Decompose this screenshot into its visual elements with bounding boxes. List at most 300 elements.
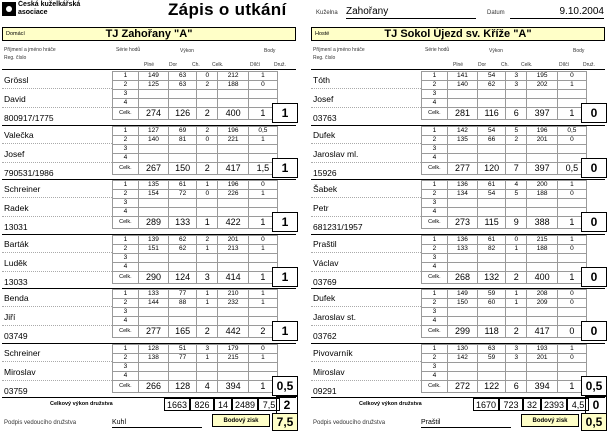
player-total-cell[interactable]: 2 (506, 326, 527, 338)
series-cell[interactable]: 144 (138, 299, 168, 308)
series-cell[interactable]: 215 (527, 235, 557, 244)
player-total-cell[interactable]: 128 (169, 380, 197, 392)
player-total-cell[interactable]: 394 (218, 380, 248, 392)
series-cell[interactable]: 149 (138, 72, 168, 81)
home-total-1[interactable]: 826 (190, 398, 214, 411)
series-cell[interactable]: 193 (527, 344, 557, 353)
series-cell[interactable] (169, 99, 197, 108)
series-cell[interactable]: 149 (447, 290, 477, 299)
series-cell[interactable] (527, 253, 557, 262)
player-total-cell[interactable]: 266 (138, 380, 168, 392)
series-cell[interactable]: 72 (169, 190, 197, 199)
series-cell[interactable]: 202 (527, 81, 557, 90)
player-total-cell[interactable]: 267 (138, 162, 168, 174)
series-cell[interactable] (218, 144, 248, 153)
date-field[interactable]: 9.10.2004 (510, 6, 604, 19)
series-cell[interactable]: 54 (478, 190, 506, 199)
guest-total-3[interactable]: 2393 (541, 398, 567, 411)
series-cell[interactable]: 61 (478, 235, 506, 244)
series-cell[interactable]: 54 (478, 72, 506, 81)
series-cell[interactable] (527, 262, 557, 271)
player-total-cell[interactable]: 422 (218, 217, 248, 229)
series-cell[interactable] (478, 208, 506, 217)
series-cell[interactable]: 54 (478, 126, 506, 135)
series-cell[interactable]: 1 (248, 135, 277, 144)
series-cell[interactable]: 62 (169, 244, 197, 253)
series-cell[interactable] (138, 199, 168, 208)
series-cell[interactable]: 5 (506, 126, 527, 135)
series-cell[interactable]: 63 (169, 81, 197, 90)
series-cell[interactable] (478, 262, 506, 271)
home-leader-signature-field[interactable] (112, 415, 202, 428)
player-total-cell[interactable]: 2 (197, 162, 218, 174)
series-cell[interactable]: 125 (138, 81, 168, 90)
series-cell[interactable] (197, 99, 218, 108)
series-cell[interactable]: 151 (138, 244, 168, 253)
series-cell[interactable]: 188 (527, 190, 557, 199)
player-total-cell[interactable]: 126 (169, 108, 197, 120)
player-total-cell[interactable]: 9 (506, 217, 527, 229)
guest-player-0-points-box[interactable]: 0 (581, 103, 607, 123)
series-cell[interactable]: 196 (218, 181, 248, 190)
series-cell[interactable] (506, 371, 527, 380)
series-cell[interactable]: 0 (557, 353, 586, 362)
guest-total-4[interactable]: 4,5 (567, 398, 589, 411)
player-total-cell[interactable]: 2 (506, 271, 527, 283)
series-cell[interactable] (478, 90, 506, 99)
series-cell[interactable]: 1 (557, 235, 586, 244)
series-cell[interactable] (169, 308, 197, 317)
series-cell[interactable] (506, 99, 527, 108)
series-cell[interactable] (447, 362, 477, 371)
series-cell[interactable]: 1 (248, 72, 277, 81)
series-cell[interactable]: 140 (447, 81, 477, 90)
series-cell[interactable]: 1 (248, 290, 277, 299)
series-cell[interactable] (478, 153, 506, 162)
series-cell[interactable] (169, 362, 197, 371)
series-cell[interactable]: 1 (248, 190, 277, 199)
player-total-cell[interactable]: 400 (527, 271, 557, 283)
series-cell[interactable]: 2 (197, 126, 218, 135)
player-total-cell[interactable]: 133 (169, 217, 197, 229)
player-total-cell[interactable]: 6 (506, 108, 527, 120)
player-total-cell[interactable]: 2 (197, 326, 218, 338)
series-cell[interactable]: 138 (138, 353, 168, 362)
series-cell[interactable] (218, 371, 248, 380)
player-total-cell[interactable]: 1 (557, 271, 586, 283)
series-cell[interactable] (527, 144, 557, 153)
player-total-cell[interactable]: 115 (478, 217, 506, 229)
series-cell[interactable] (138, 99, 168, 108)
series-cell[interactable]: 51 (169, 344, 197, 353)
series-cell[interactable] (138, 317, 168, 326)
series-cell[interactable]: 212 (218, 72, 248, 81)
series-cell[interactable]: 81 (169, 135, 197, 144)
guest-total-2[interactable]: 32 (523, 398, 541, 411)
series-cell[interactable]: 5 (506, 190, 527, 199)
series-cell[interactable] (447, 208, 477, 217)
guest-score-box[interactable]: 0,5 (581, 413, 607, 431)
series-cell[interactable] (218, 308, 248, 317)
series-cell[interactable] (478, 362, 506, 371)
home-total-4[interactable]: 7,5 (258, 398, 280, 411)
series-cell[interactable]: 133 (138, 290, 168, 299)
series-cell[interactable]: 0 (197, 190, 218, 199)
series-cell[interactable] (557, 362, 586, 371)
series-cell[interactable] (248, 199, 277, 208)
series-cell[interactable]: 62 (478, 81, 506, 90)
player-total-cell[interactable]: 1 (557, 108, 586, 120)
series-cell[interactable]: 134 (447, 190, 477, 199)
series-cell[interactable]: 60 (478, 299, 506, 308)
series-cell[interactable]: 3 (506, 81, 527, 90)
series-cell[interactable]: 226 (218, 190, 248, 199)
series-cell[interactable] (506, 317, 527, 326)
series-cell[interactable] (197, 90, 218, 99)
series-cell[interactable] (478, 144, 506, 153)
guest-leader-signature-field[interactable] (421, 415, 511, 428)
series-cell[interactable] (138, 90, 168, 99)
home-player-1-points-box[interactable]: 1 (272, 158, 298, 178)
series-cell[interactable]: 1 (248, 353, 277, 362)
series-cell[interactable]: 136 (447, 181, 477, 190)
player-total-cell[interactable]: 397 (527, 162, 557, 174)
guest-player-1-points-box[interactable]: 0 (581, 158, 607, 178)
series-cell[interactable] (447, 144, 477, 153)
guest-team-points-box[interactable]: 0 (585, 396, 607, 414)
series-cell[interactable]: 201 (527, 135, 557, 144)
series-cell[interactable]: 1 (197, 353, 218, 362)
player-total-cell[interactable]: 290 (138, 271, 168, 283)
series-cell[interactable]: 1 (506, 290, 527, 299)
series-cell[interactable]: 3 (506, 353, 527, 362)
series-cell[interactable] (138, 371, 168, 380)
home-player-5-points-box[interactable]: 0,5 (272, 376, 298, 396)
series-cell[interactable]: 201 (527, 353, 557, 362)
series-cell[interactable] (248, 362, 277, 371)
series-cell[interactable]: 127 (138, 126, 168, 135)
series-cell[interactable] (197, 199, 218, 208)
guest-player-5-points-box[interactable]: 0,5 (581, 376, 607, 396)
series-cell[interactable] (506, 90, 527, 99)
series-cell[interactable] (197, 153, 218, 162)
player-total-cell[interactable]: 1 (248, 108, 277, 120)
series-cell[interactable]: 63 (478, 344, 506, 353)
series-cell[interactable]: 1 (506, 299, 527, 308)
player-total-cell[interactable]: 1 (248, 271, 277, 283)
series-cell[interactable] (218, 153, 248, 162)
player-total-cell[interactable]: 1 (197, 217, 218, 229)
series-cell[interactable]: 0 (248, 235, 277, 244)
series-cell[interactable]: 200 (527, 181, 557, 190)
player-total-cell[interactable]: 1,5 (248, 162, 277, 174)
guest-player-2-points-box[interactable]: 0 (581, 212, 607, 232)
player-total-cell[interactable]: 1 (557, 380, 586, 392)
player-total-cell[interactable]: 268 (447, 271, 477, 283)
series-cell[interactable]: 2 (197, 235, 218, 244)
series-cell[interactable] (197, 308, 218, 317)
series-cell[interactable]: 196 (218, 126, 248, 135)
series-cell[interactable]: 1 (557, 344, 586, 353)
player-total-cell[interactable]: 272 (447, 380, 477, 392)
series-cell[interactable]: 3 (506, 344, 527, 353)
series-cell[interactable]: 1 (248, 244, 277, 253)
series-cell[interactable]: 66 (478, 135, 506, 144)
series-cell[interactable] (478, 199, 506, 208)
series-cell[interactable] (169, 371, 197, 380)
player-total-cell[interactable]: 2 (248, 326, 277, 338)
series-cell[interactable] (506, 144, 527, 153)
series-cell[interactable] (527, 317, 557, 326)
series-cell[interactable] (138, 144, 168, 153)
series-cell[interactable]: 59 (478, 290, 506, 299)
series-cell[interactable]: 0 (197, 72, 218, 81)
series-cell[interactable]: 77 (169, 353, 197, 362)
series-cell[interactable] (218, 262, 248, 271)
series-cell[interactable]: 1 (197, 181, 218, 190)
series-cell[interactable]: 3 (197, 344, 218, 353)
guest-total-1[interactable]: 723 (499, 398, 523, 411)
series-cell[interactable]: 0 (506, 235, 527, 244)
series-cell[interactable] (197, 208, 218, 217)
player-total-cell[interactable]: 4 (197, 380, 218, 392)
series-cell[interactable] (218, 317, 248, 326)
series-cell[interactable] (527, 199, 557, 208)
series-cell[interactable]: 0 (557, 72, 586, 81)
series-cell[interactable]: 0,5 (557, 126, 586, 135)
series-cell[interactable]: 136 (447, 235, 477, 244)
series-cell[interactable] (527, 99, 557, 108)
series-cell[interactable] (197, 253, 218, 262)
series-cell[interactable] (218, 199, 248, 208)
series-cell[interactable] (557, 308, 586, 317)
series-cell[interactable]: 188 (527, 244, 557, 253)
series-cell[interactable] (218, 90, 248, 99)
series-cell[interactable] (197, 362, 218, 371)
home-player-0-points-box[interactable]: 1 (272, 103, 298, 123)
series-cell[interactable]: 179 (218, 344, 248, 353)
series-cell[interactable] (169, 262, 197, 271)
player-total-cell[interactable]: 417 (527, 326, 557, 338)
series-cell[interactable] (557, 199, 586, 208)
player-total-cell[interactable]: 122 (478, 380, 506, 392)
series-cell[interactable] (248, 90, 277, 99)
guest-player-4-points-box[interactable]: 0 (581, 321, 607, 341)
series-cell[interactable] (197, 317, 218, 326)
series-cell[interactable] (478, 99, 506, 108)
home-player-3-points-box[interactable]: 1 (272, 267, 298, 287)
series-cell[interactable] (447, 371, 477, 380)
player-total-cell[interactable]: 394 (527, 380, 557, 392)
series-cell[interactable] (478, 317, 506, 326)
player-total-cell[interactable]: 400 (218, 108, 248, 120)
series-cell[interactable] (527, 371, 557, 380)
player-total-cell[interactable]: 2 (197, 108, 218, 120)
player-total-cell[interactable]: 0 (557, 326, 586, 338)
series-cell[interactable]: 140 (138, 135, 168, 144)
player-total-cell[interactable]: 274 (138, 108, 168, 120)
series-cell[interactable]: 154 (138, 190, 168, 199)
series-cell[interactable] (169, 199, 197, 208)
series-cell[interactable] (447, 153, 477, 162)
series-cell[interactable] (527, 153, 557, 162)
player-total-cell[interactable]: 165 (169, 326, 197, 338)
series-cell[interactable]: 208 (527, 290, 557, 299)
series-cell[interactable] (138, 208, 168, 217)
series-cell[interactable] (138, 153, 168, 162)
series-cell[interactable] (527, 90, 557, 99)
series-cell[interactable] (218, 362, 248, 371)
player-total-cell[interactable]: 6 (506, 380, 527, 392)
series-cell[interactable]: 1 (197, 299, 218, 308)
player-total-cell[interactable]: 442 (218, 326, 248, 338)
series-cell[interactable] (169, 253, 197, 262)
series-cell[interactable]: 210 (218, 290, 248, 299)
home-player-2-points-box[interactable]: 1 (272, 212, 298, 232)
series-cell[interactable] (506, 308, 527, 317)
series-cell[interactable]: 232 (218, 299, 248, 308)
player-total-cell[interactable]: 120 (478, 162, 506, 174)
guest-player-3-points-box[interactable]: 0 (581, 267, 607, 287)
series-cell[interactable]: 141 (447, 72, 477, 81)
series-cell[interactable]: 0,5 (248, 126, 277, 135)
series-cell[interactable]: 62 (169, 235, 197, 244)
series-cell[interactable] (506, 208, 527, 217)
series-cell[interactable] (248, 144, 277, 153)
series-cell[interactable] (248, 253, 277, 262)
series-cell[interactable] (447, 199, 477, 208)
series-cell[interactable] (447, 90, 477, 99)
series-cell[interactable]: 195 (527, 72, 557, 81)
series-cell[interactable] (506, 153, 527, 162)
series-cell[interactable]: 61 (169, 181, 197, 190)
series-cell[interactable] (506, 199, 527, 208)
series-cell[interactable]: 82 (478, 244, 506, 253)
series-cell[interactable]: 188 (218, 81, 248, 90)
series-cell[interactable]: 0 (557, 135, 586, 144)
series-cell[interactable] (557, 253, 586, 262)
series-cell[interactable]: 2 (506, 135, 527, 144)
series-cell[interactable] (197, 144, 218, 153)
series-cell[interactable] (138, 262, 168, 271)
series-cell[interactable] (506, 253, 527, 262)
series-cell[interactable]: 221 (218, 135, 248, 144)
home-total-2[interactable]: 14 (214, 398, 232, 411)
series-cell[interactable]: 0 (557, 244, 586, 253)
series-cell[interactable] (169, 153, 197, 162)
series-cell[interactable]: 1 (197, 290, 218, 299)
series-cell[interactable]: 0 (557, 290, 586, 299)
player-total-cell[interactable]: 150 (169, 162, 197, 174)
series-cell[interactable]: 133 (447, 244, 477, 253)
series-cell[interactable]: 63 (169, 72, 197, 81)
series-cell[interactable] (478, 371, 506, 380)
series-cell[interactable]: 0 (197, 135, 218, 144)
player-total-cell[interactable]: 118 (478, 326, 506, 338)
series-cell[interactable] (218, 208, 248, 217)
series-cell[interactable]: 1 (197, 244, 218, 253)
player-total-cell[interactable]: 277 (447, 162, 477, 174)
home-total-0[interactable]: 1663 (164, 398, 190, 411)
series-cell[interactable]: 213 (218, 244, 248, 253)
series-cell[interactable]: 1 (248, 299, 277, 308)
series-cell[interactable] (218, 253, 248, 262)
home-player-4-points-box[interactable]: 1 (272, 321, 298, 341)
series-cell[interactable] (169, 208, 197, 217)
series-cell[interactable]: 77 (169, 290, 197, 299)
series-cell[interactable] (138, 253, 168, 262)
venue-field[interactable]: Zahořany (346, 6, 476, 19)
series-cell[interactable] (527, 362, 557, 371)
player-total-cell[interactable]: 0,5 (557, 162, 586, 174)
series-cell[interactable] (557, 90, 586, 99)
player-total-cell[interactable]: 281 (447, 108, 477, 120)
series-cell[interactable] (447, 99, 477, 108)
series-cell[interactable] (527, 208, 557, 217)
series-cell[interactable] (138, 308, 168, 317)
series-cell[interactable]: 4 (506, 181, 527, 190)
series-cell[interactable]: 88 (169, 299, 197, 308)
series-cell[interactable]: 0 (248, 81, 277, 90)
home-team-points-box[interactable]: 2 (276, 396, 298, 414)
series-cell[interactable] (169, 317, 197, 326)
series-cell[interactable]: 1 (506, 244, 527, 253)
player-total-cell[interactable]: 414 (218, 271, 248, 283)
player-total-cell[interactable]: 1 (557, 217, 586, 229)
player-total-cell[interactable]: 289 (138, 217, 168, 229)
player-total-cell[interactable]: 3 (197, 271, 218, 283)
player-total-cell[interactable]: 116 (478, 108, 506, 120)
player-total-cell[interactable]: 7 (506, 162, 527, 174)
series-cell[interactable]: 61 (478, 181, 506, 190)
series-cell[interactable]: 0 (557, 299, 586, 308)
series-cell[interactable]: 3 (506, 72, 527, 81)
series-cell[interactable] (447, 253, 477, 262)
series-cell[interactable]: 139 (138, 235, 168, 244)
series-cell[interactable] (218, 99, 248, 108)
series-cell[interactable] (478, 253, 506, 262)
series-cell[interactable]: 0 (557, 190, 586, 199)
series-cell[interactable]: 215 (218, 353, 248, 362)
series-cell[interactable] (169, 144, 197, 153)
series-cell[interactable]: 201 (218, 235, 248, 244)
series-cell[interactable] (506, 362, 527, 371)
series-cell[interactable] (197, 371, 218, 380)
series-cell[interactable] (248, 308, 277, 317)
series-cell[interactable] (447, 308, 477, 317)
series-cell[interactable] (557, 144, 586, 153)
player-total-cell[interactable]: 132 (478, 271, 506, 283)
player-total-cell[interactable]: 388 (527, 217, 557, 229)
player-total-cell[interactable]: 417 (218, 162, 248, 174)
series-cell[interactable]: 0 (248, 181, 277, 190)
series-cell[interactable] (138, 362, 168, 371)
guest-total-0[interactable]: 1670 (473, 398, 499, 411)
series-cell[interactable]: 196 (527, 126, 557, 135)
series-cell[interactable] (447, 262, 477, 271)
series-cell[interactable] (506, 262, 527, 271)
series-cell[interactable]: 142 (447, 126, 477, 135)
home-total-3[interactable]: 2489 (232, 398, 258, 411)
home-score-box[interactable]: 7,5 (272, 413, 298, 431)
series-cell[interactable]: 142 (447, 353, 477, 362)
series-cell[interactable] (197, 262, 218, 271)
series-cell[interactable] (478, 308, 506, 317)
player-total-cell[interactable]: 299 (447, 326, 477, 338)
series-cell[interactable]: 130 (447, 344, 477, 353)
player-total-cell[interactable]: 1 (248, 380, 277, 392)
series-cell[interactable]: 69 (169, 126, 197, 135)
